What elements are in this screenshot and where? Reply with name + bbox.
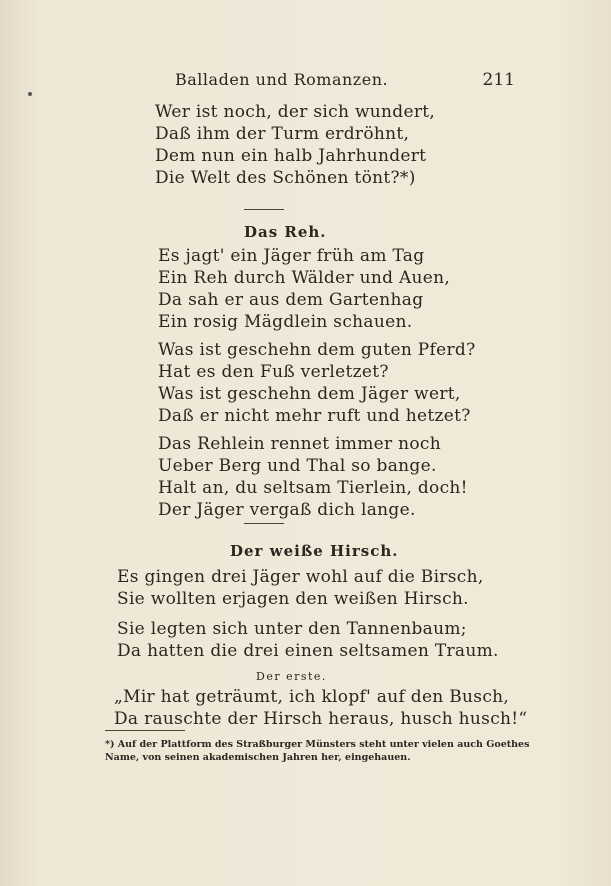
footnote: *) Auf der Plattform des Straßburger Münsters steht unter vielen auch Goethes Name, von seinen akademischen Jahren her, eingehauen. bbox=[105, 739, 530, 763]
ink-speck bbox=[28, 92, 32, 96]
page-number: 211 bbox=[482, 70, 515, 90]
section-divider bbox=[244, 209, 284, 210]
section-divider bbox=[244, 523, 284, 524]
verse-line: Daß ihm der Turm erdröhnt, bbox=[155, 124, 410, 144]
verse-line: Es jagt' ein Jäger früh am Tag bbox=[158, 246, 425, 266]
speaker-label: Der erste. bbox=[256, 670, 327, 683]
verse-line: Hat es den Fuß verletzet? bbox=[158, 362, 389, 382]
verse-line: Das Rehlein rennet immer noch bbox=[158, 434, 441, 454]
verse-line: Was ist geschehn dem guten Pferd? bbox=[158, 340, 476, 360]
verse-line: Wer ist noch, der sich wundert, bbox=[155, 102, 436, 122]
poem-title: Der weiße Hirsch. bbox=[230, 542, 399, 560]
verse-line: Sie legten sich unter den Tannenbaum; bbox=[117, 619, 467, 639]
verse-line: Ein rosig Mägdlein schauen. bbox=[158, 312, 413, 332]
verse-line: Es gingen drei Jäger wohl auf die Birsch, bbox=[117, 567, 484, 587]
verse-line: Sie wollten erjagen den weißen Hirsch. bbox=[117, 589, 469, 609]
verse-line: „Mir hat geträumt, ich klopf' auf den Busch, bbox=[114, 687, 510, 707]
verse-line: Dem nun ein halb Jahrhundert bbox=[155, 146, 427, 166]
verse-line: Da sah er aus dem Gartenhag bbox=[158, 290, 424, 310]
verse-line: Was ist geschehn dem Jäger wert, bbox=[158, 384, 461, 404]
verse-line: Da rauschte der Hirsch heraus, husch husch!“ bbox=[114, 709, 528, 729]
verse-line: Da hatten die drei einen seltsamen Traum. bbox=[117, 641, 499, 661]
verse-line: Ueber Berg und Thal so bange. bbox=[158, 456, 437, 476]
verse-line: Daß er nicht mehr ruft und hetzet? bbox=[158, 406, 471, 426]
poem-title: Das Reh. bbox=[244, 223, 327, 241]
footnote-rule bbox=[105, 730, 185, 731]
verse-line: Halt an, du seltsam Tierlein, doch! bbox=[158, 478, 468, 498]
running-header bbox=[165, 70, 515, 94]
running-title: Balladen und Romanzen. bbox=[175, 70, 389, 89]
verse-line: Die Welt des Schönen tönt?*) bbox=[155, 168, 416, 188]
verse-line: Ein Reh durch Wälder und Auen, bbox=[158, 268, 451, 288]
verse-line: Der Jäger vergaß dich lange. bbox=[158, 500, 416, 520]
